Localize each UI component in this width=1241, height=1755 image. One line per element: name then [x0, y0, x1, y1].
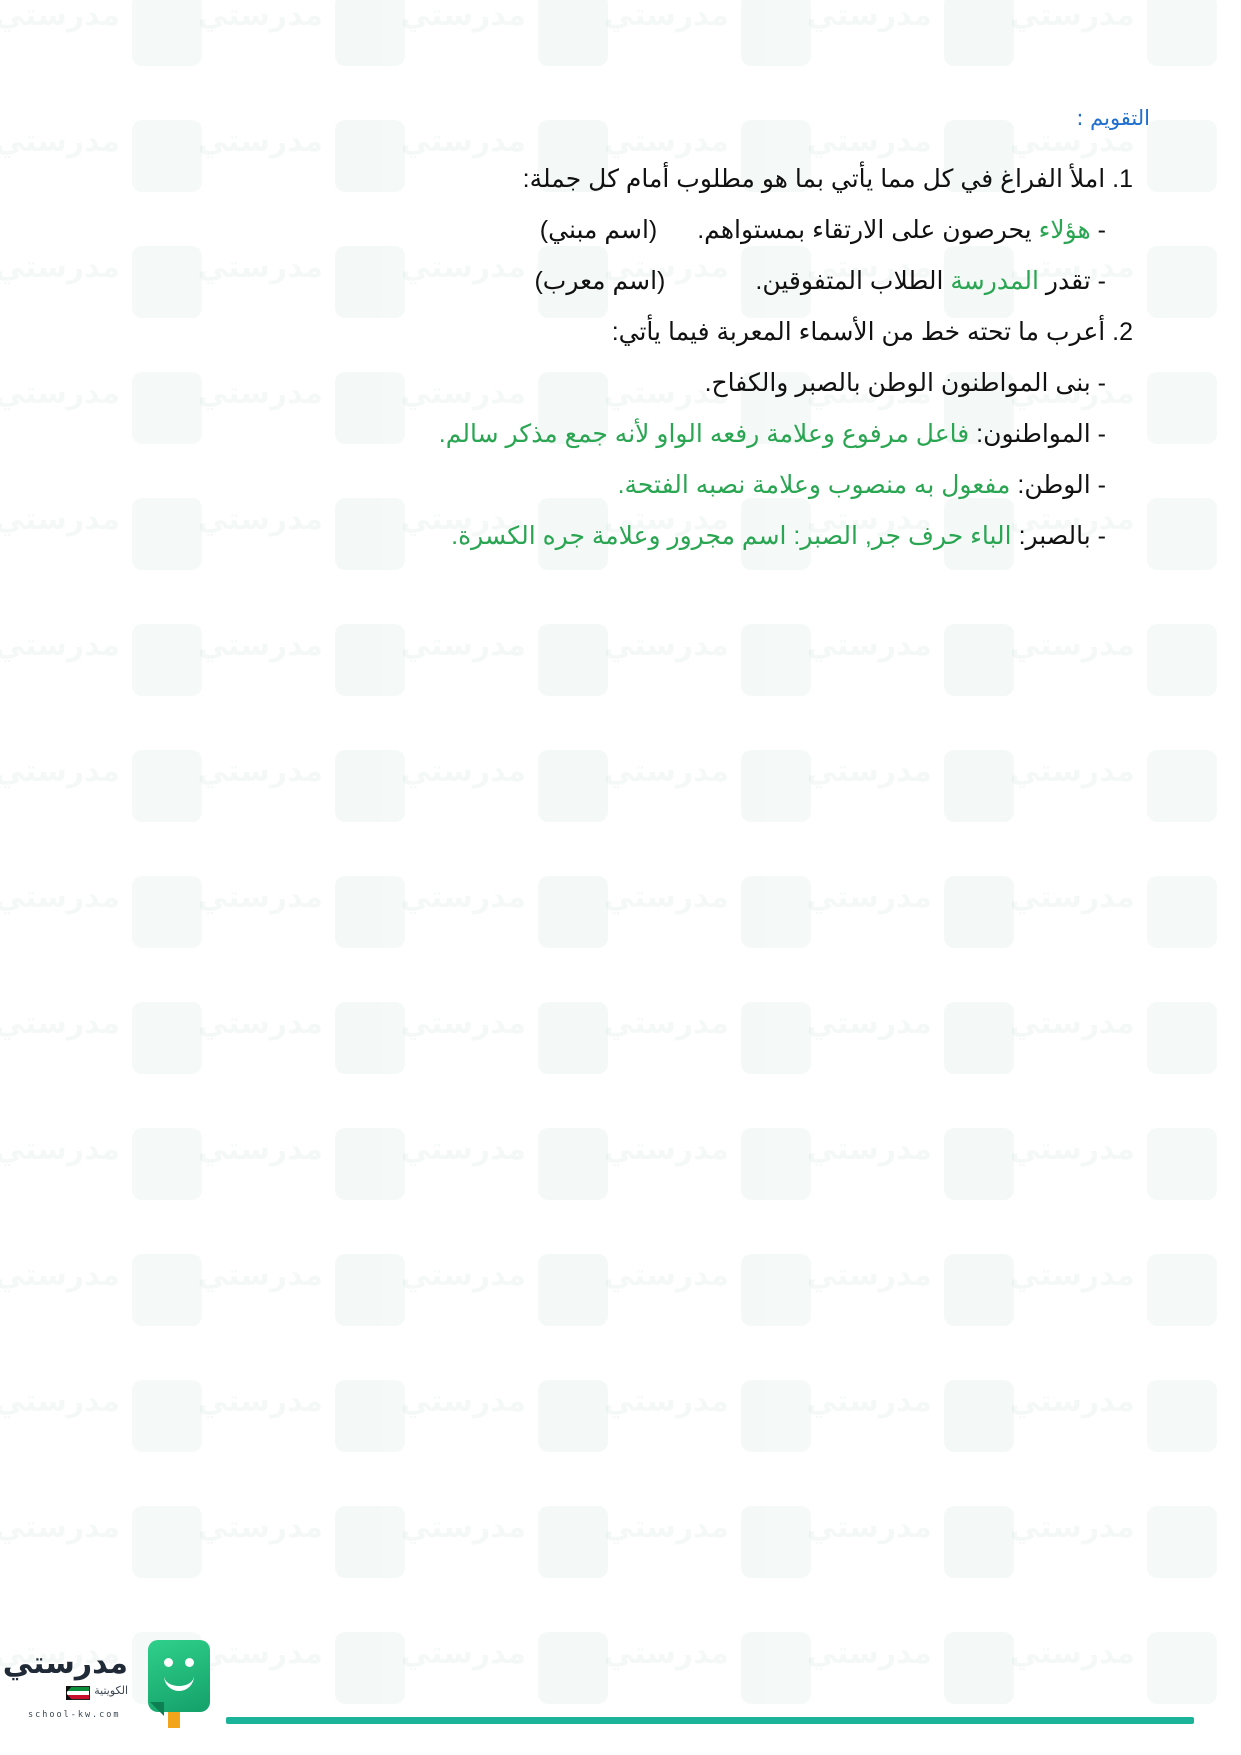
q1-line-1-answer: هؤلاء: [1038, 216, 1091, 244]
q1-line-2-hint: (اسم معرب): [534, 267, 666, 295]
q1-line-2-dash: - تقدر: [1038, 267, 1106, 295]
q2-answer-3: [451, 519, 1106, 553]
q1-line-1-dash: -: [1090, 216, 1106, 244]
q2-answer-3-text: الباء حرف جر, الصبر: اسم مجرور وعلامة جره الكسرة.: [451, 522, 1012, 550]
q1-line-2: [534, 264, 1106, 298]
q1-line-2-rest: الطلاب المتفوقين.: [755, 267, 951, 295]
logo-subtitle: الكويتية: [94, 1684, 128, 1697]
q1-line-2-answer: المدرسة: [950, 267, 1039, 295]
logo-name: مدرستي: [2, 1646, 128, 1681]
logo-url: school-kw.com: [28, 1710, 121, 1720]
q1-line-1: [540, 213, 1106, 247]
q2-answer-1-label: - المواطنون:: [969, 420, 1106, 448]
q2-answer-2-label: - الوطن:: [1010, 471, 1106, 499]
q1-line-1-rest: يحرصون على الارتقاء بمستواهم.: [697, 216, 1039, 244]
question-2: 2. أعرب ما تحته خط من الأسماء المعربة فيما يأتي:: [611, 318, 1133, 346]
q2-answer-2-text: مفعول به منصوب وعلامة نصبه الفتحة.: [617, 471, 1011, 499]
q2-answer-1: [439, 417, 1106, 451]
q1-line-1-hint: (اسم مبني): [539, 216, 658, 244]
section-title: التقويم :: [1076, 106, 1150, 130]
q2-answer-1-text: فاعل مرفوع وعلامة رفعه الواو لأنه جمع مذكر سالم.: [438, 420, 970, 448]
q2-answer-2: [618, 468, 1106, 502]
q2-sentence: - بنى المواطنون الوطن بالصبر والكفاح.: [704, 369, 1106, 397]
question-1: 1. املأ الفراغ في كل مما يأتي بما هو مطلوب أمام كل جملة:: [522, 165, 1133, 193]
q2-answer-3-label: - بالصبر:: [1011, 522, 1106, 550]
